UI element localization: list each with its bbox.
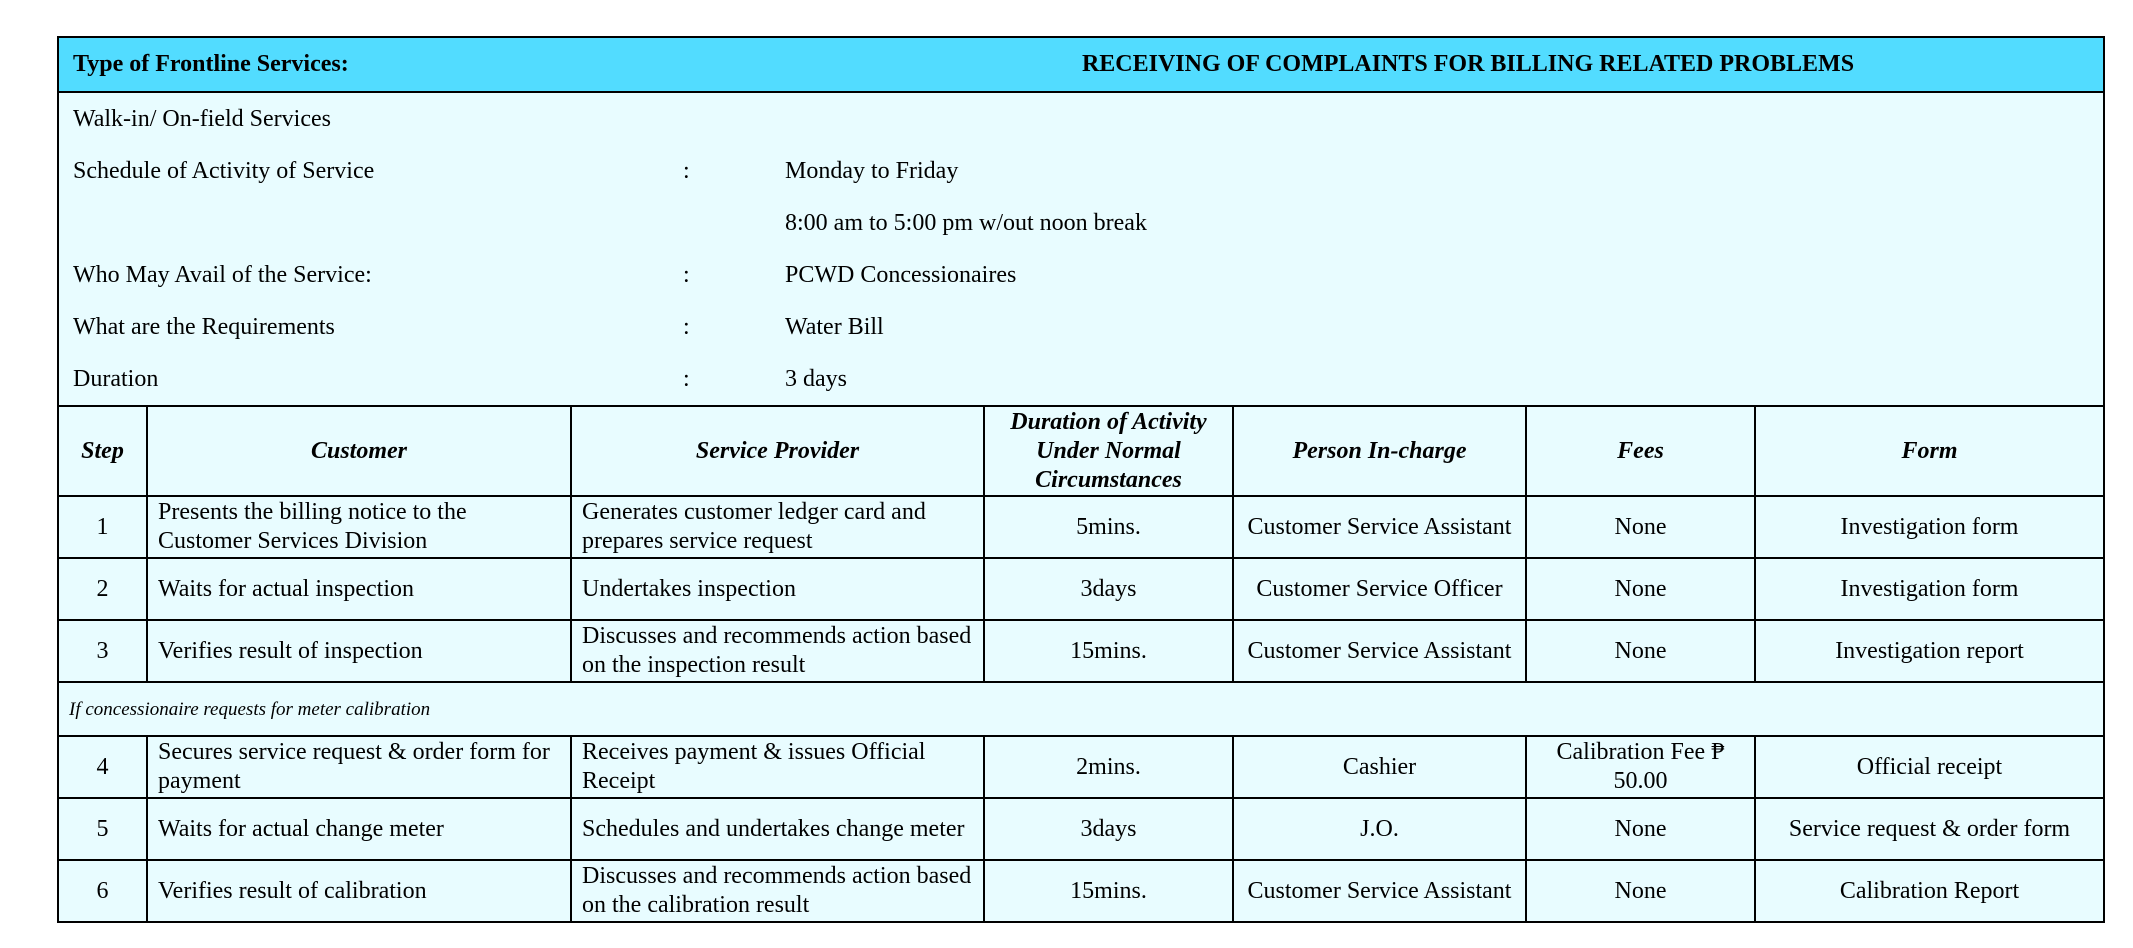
cell-person: Customer Service Assistant xyxy=(1233,620,1526,682)
table-row xyxy=(59,496,2103,558)
cell-step: 2 xyxy=(59,558,147,620)
service-type-label: Type of Frontline Services: xyxy=(73,51,349,77)
schedule-hours: 8:00 am to 5:00 pm w/out noon break xyxy=(785,209,1147,236)
cell-service-provider: Schedules and undertakes change meter xyxy=(571,798,984,860)
cell-customer: Secures service request & order form for payment xyxy=(147,736,571,798)
cell-fees: None xyxy=(1526,860,1755,921)
cell-form: Calibration Report xyxy=(1755,860,2103,921)
colon: : xyxy=(683,365,690,392)
header-customer: Customer xyxy=(147,406,571,496)
cell-service-provider: Discusses and recommends action based on the inspection result xyxy=(571,620,984,682)
cell-customer: Waits for actual inspection xyxy=(147,558,571,620)
cell-customer: Verifies result of inspection xyxy=(147,620,571,682)
header-fees: Fees xyxy=(1526,406,1755,496)
cell-fees: None xyxy=(1526,620,1755,682)
cell-customer: Waits for actual change meter xyxy=(147,798,571,860)
cell-form: Service request & order form xyxy=(1755,798,2103,860)
requirements-label: What are the Requirements xyxy=(73,313,335,340)
cell-step: 3 xyxy=(59,620,147,682)
info-row-duration xyxy=(59,353,2103,405)
header-step: Step xyxy=(59,406,147,496)
colon: : xyxy=(683,261,690,288)
cell-duration: 15mins. xyxy=(984,620,1233,682)
duration-value: 3 days xyxy=(785,365,847,392)
service-type-value: Walk-in/ On-field Services xyxy=(73,105,331,132)
cell-form: Investigation report xyxy=(1755,620,2103,682)
header-service-provider: Service Provider xyxy=(571,406,984,496)
table-row xyxy=(59,860,2103,921)
cell-person: J.O. xyxy=(1233,798,1526,860)
table-note-row xyxy=(59,682,2103,736)
cell-person: Customer Service Assistant xyxy=(1233,496,1526,558)
service-info xyxy=(59,93,2103,405)
cell-customer: Verifies result of calibration xyxy=(147,860,571,921)
cell-fees: None xyxy=(1526,496,1755,558)
cell-step: 1 xyxy=(59,496,147,558)
who-label: Who May Avail of the Service: xyxy=(73,261,372,288)
duration-label: Duration xyxy=(73,365,159,392)
colon: : xyxy=(683,313,690,340)
table-row xyxy=(59,620,2103,682)
cell-duration: 3days xyxy=(984,558,1233,620)
table-header-row xyxy=(59,406,2103,496)
cell-fees: None xyxy=(1526,558,1755,620)
cell-service-provider: Receives payment & issues Official Receipt xyxy=(571,736,984,798)
cell-service-provider: Undertakes inspection xyxy=(571,558,984,620)
header-duration: Duration of Activity Under Normal Circumstances xyxy=(984,406,1233,496)
cell-service-provider: Generates customer ledger card and prepares service request xyxy=(571,496,984,558)
cell-service-provider: Discusses and recommends action based on the calibration result xyxy=(571,860,984,921)
header-person-in-charge: Person In-charge xyxy=(1233,406,1526,496)
cell-form: Investigation form xyxy=(1755,496,2103,558)
service-header xyxy=(59,38,2103,93)
colon: : xyxy=(683,157,690,184)
table-row xyxy=(59,798,2103,860)
cell-person: Cashier xyxy=(1233,736,1526,798)
info-row-service-type xyxy=(59,93,2103,145)
cell-fees: Calibration Fee ₱ 50.00 xyxy=(1526,736,1755,798)
cell-person: Customer Service Officer xyxy=(1233,558,1526,620)
calibration-note: If concessionaire requests for meter calibration xyxy=(59,682,2103,736)
cell-duration: 5mins. xyxy=(984,496,1233,558)
schedule-days: Monday to Friday xyxy=(785,157,959,184)
cell-fees: None xyxy=(1526,798,1755,860)
requirements-value: Water Bill xyxy=(785,313,884,340)
who-value: PCWD Concessionaires xyxy=(785,261,1017,288)
table-row xyxy=(59,558,2103,620)
header-form: Form xyxy=(1755,406,2103,496)
cell-duration: 2mins. xyxy=(984,736,1233,798)
cell-form: Investigation form xyxy=(1755,558,2103,620)
schedule-label: Schedule of Activity of Service xyxy=(73,157,375,184)
info-row-hours xyxy=(59,197,2103,249)
cell-step: 4 xyxy=(59,736,147,798)
service-title: RECEIVING OF COMPLAINTS FOR BILLING RELATED PROBLEMS xyxy=(1081,51,1855,77)
cell-customer: Presents the billing notice to the Customer Services Division xyxy=(147,496,571,558)
cell-duration: 3days xyxy=(984,798,1233,860)
citizens-charter-document xyxy=(57,36,2105,923)
cell-step: 5 xyxy=(59,798,147,860)
cell-form: Official receipt xyxy=(1755,736,2103,798)
info-row-requirements xyxy=(59,301,2103,353)
cell-duration: 15mins. xyxy=(984,860,1233,921)
steps-table xyxy=(59,405,2103,921)
info-row-schedule xyxy=(59,145,2103,197)
table-row xyxy=(59,736,2103,798)
cell-step: 6 xyxy=(59,860,147,921)
info-row-who xyxy=(59,249,2103,301)
cell-person: Customer Service Assistant xyxy=(1233,860,1526,921)
